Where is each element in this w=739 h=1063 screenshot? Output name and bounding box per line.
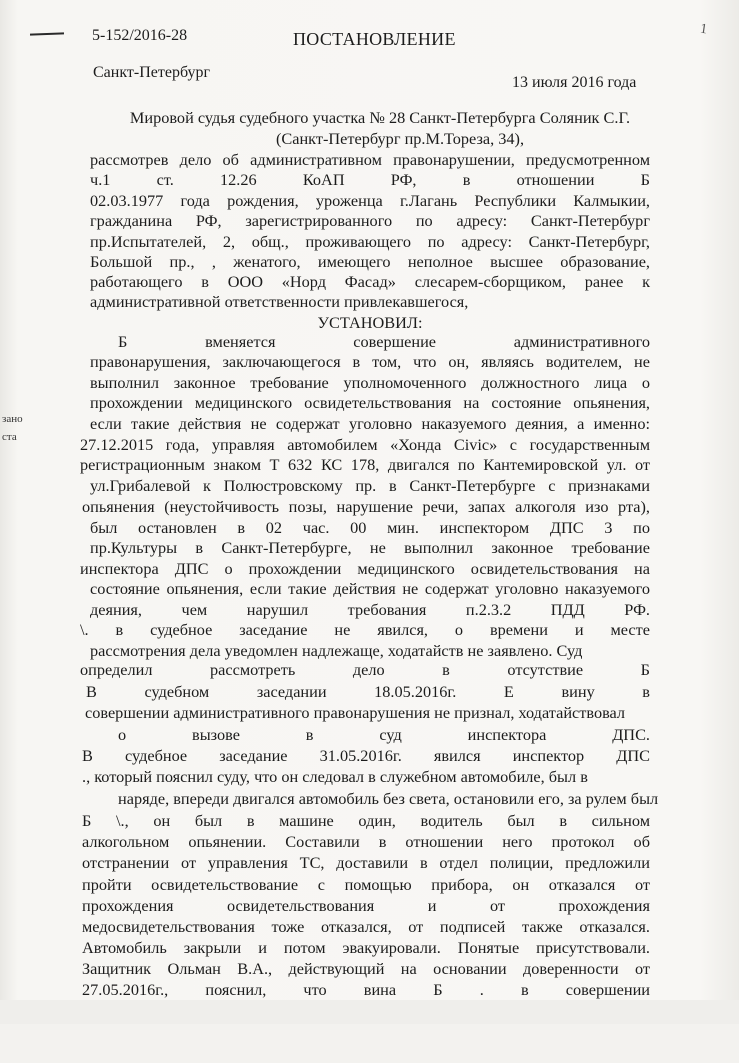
document-title: ПОСТАНОВЛЕНИЕ bbox=[293, 29, 456, 49]
text-line: совершении административного правонарушения не признал, ходатайствовал bbox=[85, 703, 626, 722]
text-line: Б вменяется совершение административного bbox=[118, 332, 650, 351]
text-line: определил рассмотреть дело в отсутствие Б bbox=[80, 660, 650, 679]
text-line: пройти освидетельствование с помощью прибора, он отказался от bbox=[82, 875, 650, 894]
case-number: 5-152/2016-28 bbox=[92, 27, 188, 44]
text-line: 27.05.2016г., пояснил, что вина Б . в совершении bbox=[82, 980, 650, 999]
text-line: Автомобиль закрыли и потом эвакуировали. Понятые присутствовали. bbox=[82, 938, 650, 957]
text-line: \. в судебное заседание не явился, о времени и месте bbox=[80, 620, 650, 639]
text-line: ., который пояснил суду, что он следовал в служебном автомобиле, был в bbox=[82, 767, 588, 786]
text-line: В судебное заседание 31.05.2016г. явился инспектор ДПС bbox=[82, 746, 650, 765]
text-line: Мировой судья судебного участка № 28 Санкт-Петербурга Соляник С.Г. bbox=[129, 108, 631, 127]
text-line: выполнил законное требование уполномоченного должностного лица о bbox=[90, 373, 650, 392]
margin-note: ста bbox=[2, 431, 17, 443]
text-line bbox=[82, 1043, 650, 1063]
text-line: отстранении от управления ТС, доставили в отдел полиции, предложили bbox=[82, 853, 650, 872]
city: Санкт-Петербург bbox=[93, 64, 211, 81]
text-line: работающего в ООО «Норд Фасад» слесарем-сборщиком, ранее к bbox=[90, 272, 650, 291]
text-line: прохождении медицинского освидетельствования на состояние опьянения, bbox=[90, 393, 650, 412]
text-line: инспектора ДПС о прохождении медицинского освидетельствования на bbox=[80, 559, 650, 578]
text-line: алкогольном опьянении. Составили в отношении него протокол об bbox=[82, 832, 650, 851]
text-line: деяния, чем нарушил требования п.2.3.2 ПДД РФ. bbox=[90, 600, 650, 619]
text-line: В судебном заседании 18.05.2016г. Е вину в bbox=[86, 682, 650, 701]
text-line: наряде, впереди двигался автомобиль без света, остановили его, за рулем был bbox=[118, 789, 659, 808]
section-heading: УСТАНОВИЛ: bbox=[317, 313, 423, 332]
corner-mark: 1 bbox=[699, 21, 709, 38]
text-line: 02.03.1977 года рождения, уроженца г.Лагань Республики Калмыкии, bbox=[90, 191, 650, 210]
text-line: прохождения освидетельствования и от прохождения bbox=[82, 896, 650, 915]
pen-mark bbox=[30, 32, 64, 35]
text-line: ч.1 ст. 12.26 КоАП РФ, в отношении Б bbox=[90, 170, 650, 189]
text-line: административной ответственности привлекавшегося, bbox=[90, 292, 469, 311]
text-line: рассмотрев дело об административном правонарушении, предусмотренном bbox=[90, 150, 650, 169]
text-line: Б \., он был в машине один, водитель был в сильном bbox=[82, 811, 650, 830]
text-line: гражданина РФ, зарегистрированного по адресу: Санкт-Петербург bbox=[90, 211, 650, 230]
text-line: Большой пр., , женатого, имеющего неполное высшее образование, bbox=[90, 252, 650, 271]
text-line bbox=[118, 1022, 650, 1042]
text-line: был остановлен в 02 час. 00 мин. инспектором ДПС 3 по bbox=[90, 518, 650, 537]
text-line: медосвидетельствования тоже отказался, от подписей также отказался. bbox=[82, 917, 650, 936]
text-line: рассмотрения дела уведомлен надлежаще, ходатайств не заявлено. Суд bbox=[90, 641, 583, 660]
text-line: (Санкт-Петербург пр.М.Тореза, 34), bbox=[275, 129, 525, 148]
text-line: о вызове в суд инспектора ДПС. bbox=[118, 725, 650, 744]
text-line: если такие действия не содержат уголовно наказуемого деяния, а именно: bbox=[90, 414, 650, 433]
text-line: пр.Испытателей, 2, общ., проживающего по адресу: Санкт-Петербург, bbox=[90, 232, 650, 251]
text-line: состояние опьянения, если такие действия не содержат уголовно наказуемого bbox=[90, 579, 650, 598]
text-line: Защитник Ольман В.А., действующий на основании доверенности от bbox=[82, 959, 650, 978]
text-line: 27.12.2015 года, управляя автомобилем «Хонда Civic» с государственным bbox=[80, 435, 650, 454]
text-line: пр.Культуры в Санкт-Петербурге, не выполнил законное требование bbox=[90, 538, 650, 557]
text-line: регистрационным знаком Т 632 КС 178, двигался по Кантемировской ул. от bbox=[80, 455, 650, 474]
document-date: 13 июля 2016 года bbox=[512, 74, 637, 91]
margin-note: зано bbox=[2, 413, 23, 425]
text-line: опьянения (неустойчивость позы, нарушение речи, запах алкоголя изо рта), bbox=[82, 497, 650, 516]
text-line: ул.Грибалевой к Полюстровскому пр. в Санкт-Петербурге с признаками bbox=[90, 476, 650, 495]
text-line: правонарушения, заключающегося в том, что он, являясь водителем, не bbox=[90, 352, 650, 371]
scan-bottom-edge bbox=[0, 1000, 739, 1024]
